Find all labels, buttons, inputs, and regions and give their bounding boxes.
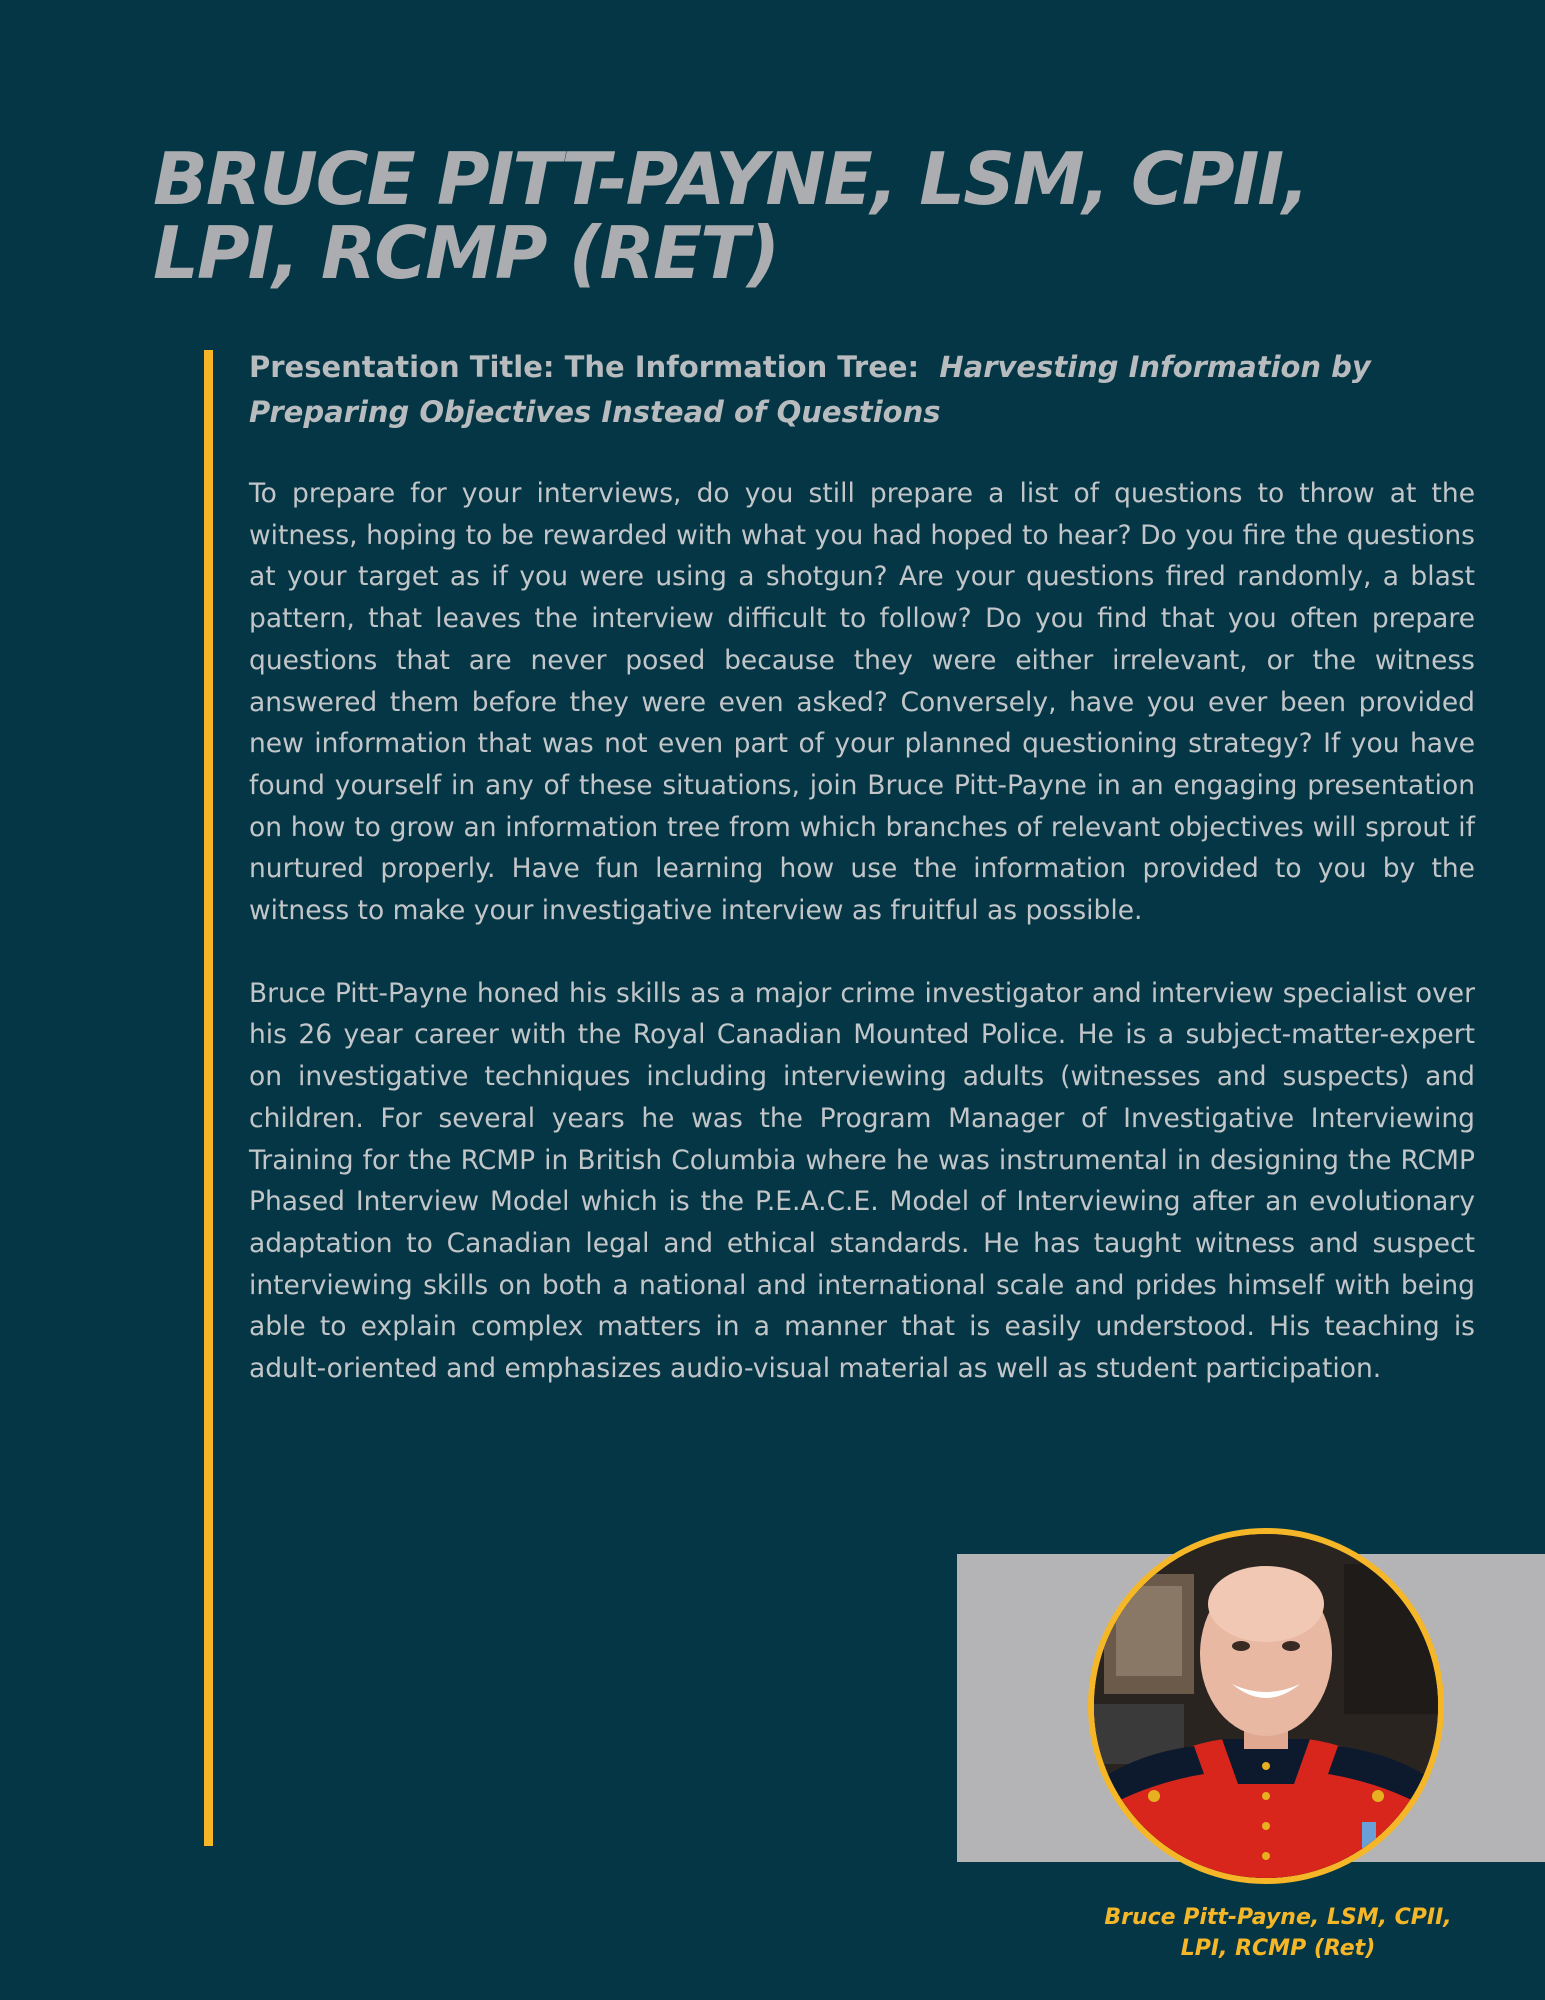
- page-title: [153, 137, 1403, 295]
- photo-caption: [1058, 1902, 1498, 1964]
- presentation-title: [249, 345, 1475, 435]
- page-title-line2: LPI, RCMP (RET): [153, 211, 779, 295]
- photo-caption-line1: Bruce Pitt-Payne, LSM, CPII,: [1104, 1905, 1452, 1930]
- accent-bar: [204, 350, 213, 1846]
- page-title-line1: BRUCE PITT-PAYNE, LSM, CPII,: [153, 137, 1308, 221]
- presentation-subtitle: Harvesting Information by Preparing Objectives Instead of Questions: [249, 350, 1371, 429]
- main-content: [249, 345, 1475, 1390]
- presentation-title-label: Presentation Title: The Information Tree:: [249, 350, 920, 384]
- bio-paragraph: Bruce Pitt-Payne honed his skills as a major crime investigator and interview specialist over his 26 year career with the Royal Canadian Mounted Police. He is a subject-matter-expert on investigative techniques including interviewing adults (witnesses and suspects) and children. For several years he was the Program Manager of Investigative Interviewing Training for the RCMP in British Columbia where he was instrumental in designing the RCMP Phased Interview Model which is the P.E.A.C.E. Model of Interviewing after an evolutionary adaptation to Canadian legal and ethical standards. He has taught witness and suspect interviewing skills on both a national and international scale and prides himself with being able to explain complex matters in a manner that is easily understood. His teaching is adult-oriented and emphasizes audio-visual material as well as student participation.: [249, 977, 1475, 1385]
- speaker-portrait: [1088, 1528, 1444, 1884]
- portrait-illustration: [1094, 1534, 1438, 1878]
- abstract-paragraph: To prepare for your interviews, do you still prepare a list of questions to throw at the witness, hoping to be rewarded with what you had hoped to hear? Do you fire the questions at your target as if you were using a shotgun? Are your questions fired randomly, a blast pattern, that leaves the interview difficult to follow? Do you find that you often prepare questions that are never posed because they were either irrelevant, or the witness answered them before they were even asked? Conversely, have you ever been provided new information that was not even part of your planned questioning strategy? If you have found yourself in any of these situations, join Bruce Pitt-Payne in an engaging presentation on how to grow an information tree from which branches of relevant objectives will sprout if nurtured properly. Have fun learning how use the information provided to you by the witness to make your investigative interview as fruitful as possible.: [249, 478, 1475, 927]
- photo-caption-line2: LPI, RCMP (Ret): [1180, 1936, 1376, 1961]
